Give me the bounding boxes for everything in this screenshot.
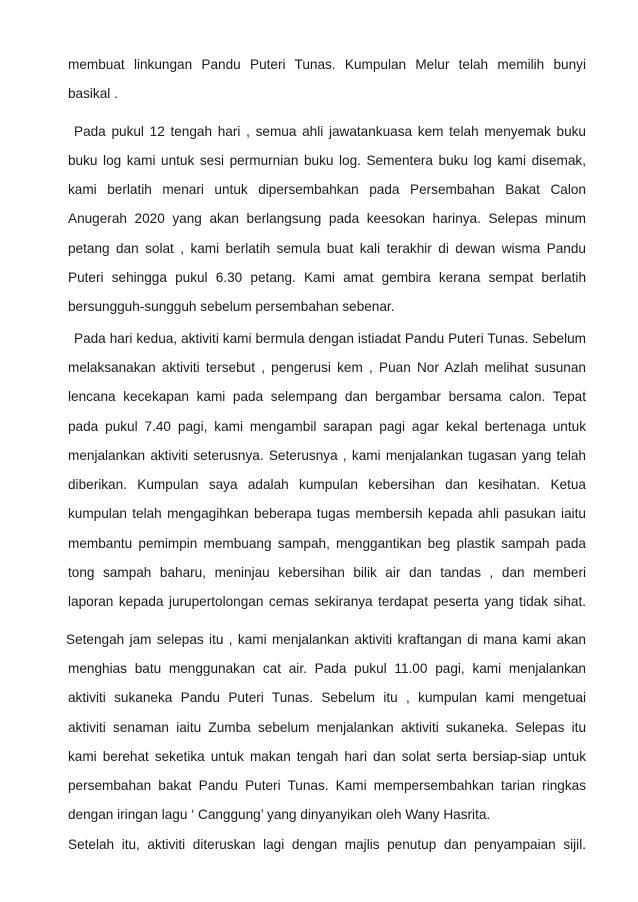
text-line: menghias batu menggunakan cat air. Pada pukul 11.00 pagi, kami menjalankan [68, 660, 586, 676]
text-line: Anugerah 2020 yang akan berlangsung pada keesokan harinya. Selepas minum [68, 211, 586, 227]
text-line: kumpulan telah mengagihkan beberapa tugas membersih kepada ahli pasukan iaitu [68, 506, 586, 522]
paragraph-continuation [68, 50, 586, 109]
text-line: buku log kami untuk sesi permurnian buku log. Sementera buku log kami disemak, [68, 152, 586, 168]
text-line: lencana kecekapan kami pada selempang dan bergambar bersama calon. Tepat [68, 389, 586, 405]
paragraph-day-two [68, 324, 586, 617]
text-line: persembahan bakat Pandu Puteri Tunas. Kami mempersembahkan tarian ringkas [68, 778, 586, 794]
text-line: membuat linkungan Pandu Puteri Tunas. Kumpulan Melur telah memilih bunyi [68, 57, 586, 72]
text-line: melaksanakan aktiviti tersebut , pengerusi kem , Puan Nor Azlah melihat susunan [68, 359, 586, 375]
text-line: menjalankan aktiviti seterusnya. Seterusnya , kami menjalankan tugasan yang telah [68, 447, 586, 463]
text-line: pada pukul 7.40 pagi, kami mengambil sarapan pagi agar kekal bertenaga untuk [68, 418, 586, 434]
text-line: tong sampah baharu, meninjau kebersihan bilik air dan tandas , dan memberi [68, 565, 586, 581]
text-line: bersungguh-sungguh sebelum persembahan sebenar. [68, 299, 395, 315]
text-line: Setelah itu, aktiviti diteruskan lagi dengan majlis penutup dan penyampaian sijil. [68, 836, 586, 852]
paragraph-activities [68, 625, 586, 830]
text-line: basikal . [68, 86, 118, 102]
text-line: petang dan solat , kami berlatih semula buat kali terakhir di dewan wisma Pandu [68, 240, 586, 256]
text-line: dengan iringan lagu ‘ Canggung’ yang dinyanyikan oleh Wany Hasrita. [68, 807, 491, 823]
text-line: laporan kepada jurupertolongan cemas sekiranya terdapat peserta yang tidak sihat. [68, 594, 586, 610]
text-line: aktiviti senaman iaitu Zumba sebelum menjalankan aktiviti sukaneka. Selepas itu [68, 719, 586, 735]
text-line: Pada hari kedua, aktiviti kami bermula dengan istiadat Pandu Puteri Tunas. Sebelum [74, 330, 586, 346]
text-line: kami berlatih menari untuk dipersembahkan pada Persembahan Bakat Calon [68, 182, 586, 198]
paragraph-closing [68, 830, 586, 859]
text-line: Puteri sehingga pukul 6.30 petang. Kami amat gembira kerana sempat berlatih [68, 270, 586, 286]
text-line: aktiviti sukaneka Pandu Puteri Tunas. Sebelum itu , kumpulan kami mengetuai [68, 690, 586, 706]
paragraph-rehearsal [68, 117, 586, 322]
text-line: Setengah jam selepas itu , kami menjalankan aktiviti kraftangan di mana kami akan [66, 631, 586, 647]
text-line: kami berehat seketika untuk makan tengah hari dan solat serta bersiap-siap untuk [68, 748, 586, 764]
text-line: Pada pukul 12 tengah hari , semua ahli jawatankuasa kem telah menyemak buku [74, 123, 586, 139]
text-line: membantu pemimpin membuang sampah, menggantikan beg plastik sampah pada [68, 535, 586, 551]
text-line: diberikan. Kumpulan saya adalah kumpulan kebersihan dan kesihatan. Ketua [68, 477, 586, 493]
